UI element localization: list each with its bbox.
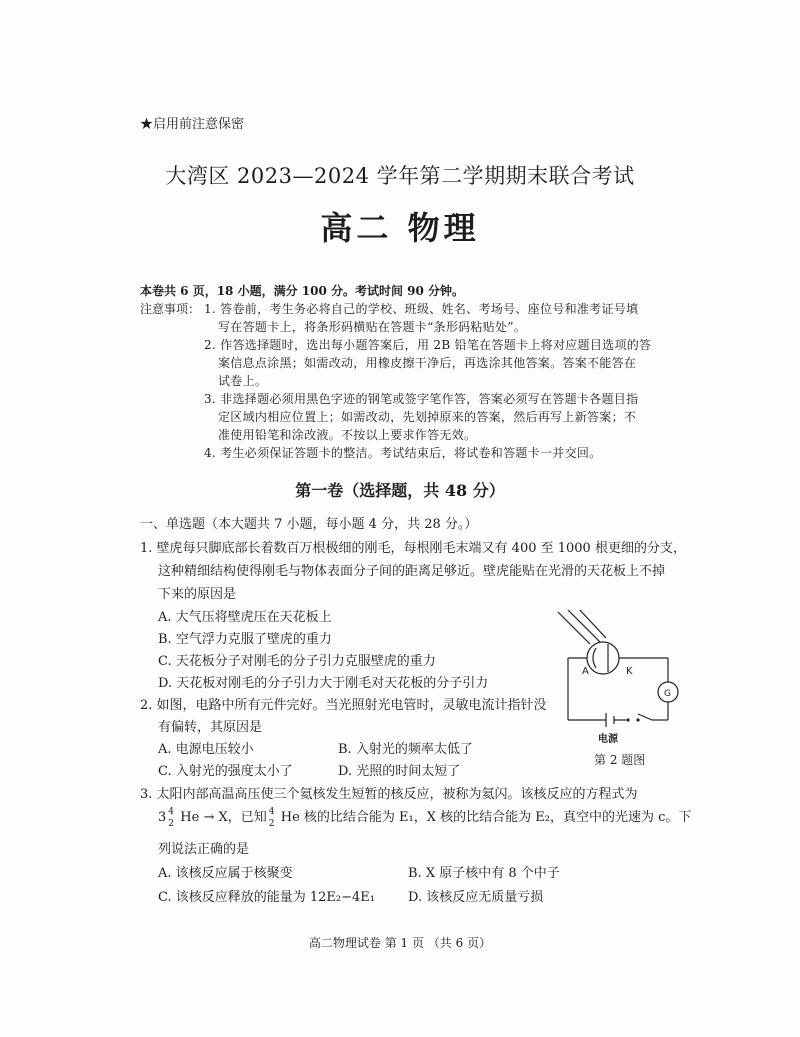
q3-option-b: B. X 原子核中有 8 个中子: [408, 866, 560, 881]
q2-option-c: C. 入射光的强度太小了: [158, 764, 293, 779]
q1-line-1: 1. 壁虎每只脚底部长着数百万根极细的刚毛，每根刚毛末端又有 400 至 1000 根更细的分支，: [140, 541, 686, 556]
helium-nuclide: 4 2: [168, 806, 175, 829]
q3-option-d: D. 该核反应无质量亏损: [408, 890, 544, 905]
cathode-arc: [593, 648, 596, 668]
confidential-note: ★启用前注意保密: [140, 117, 245, 132]
figure-caption: 第 2 题图: [594, 753, 646, 767]
label-a: A: [582, 666, 589, 677]
exam-title: 大湾区 2023—2024 学年第二学期期末联合考试: [165, 164, 635, 188]
part-heading: 一、单选题（本大题共 7 小题，每小题 4 分，共 28 分。）: [140, 517, 478, 532]
q3-coefficient: 3: [158, 810, 167, 825]
note-3-line-1: 3. 非选择题必须用黑色字迹的钢笔或签字笔作答，答案必须写在答题卡各题目指: [204, 392, 639, 406]
q2-option-d: D. 光照的时间太短了: [338, 764, 461, 779]
q2-line-2: 有偏转，其原因是: [158, 720, 263, 735]
q2-option-b: B. 入射光的频率太低了: [338, 742, 473, 757]
q1-option-c: C. 天花板分子对刚毛的分子引力克服壁虎的重力: [158, 654, 436, 669]
label-k: K: [626, 666, 633, 677]
q3-line-1: 3. 太阳内部高温高压使三个氦核发生短暂的核反应，被称为氦闪。该核反应的方程式为: [140, 787, 638, 802]
q2-line-1: 2. 如图，电路中所有元件完好。当光照射光电管时，灵敏电流计指针没: [140, 698, 547, 713]
q1-line-3: 下来的原因是: [158, 587, 237, 602]
label-power-source: 电源: [598, 734, 618, 745]
note-4-line-1: 4. 考生必须保证答题卡的整洁。考试结束后，将试卷和答题卡一并交回。: [204, 446, 602, 460]
note-1-line-1: 1. 答卷前，考生务必将自己的学校、班级、姓名、考场号、座位号和准考证号填: [204, 302, 639, 316]
note-2-line-2: 案信息点涂黑；如需改动，用橡皮擦干净后，再选涂其他答案。答案不能答在: [218, 356, 637, 370]
q2-option-a: A. 电源电压较小: [158, 742, 254, 757]
q3-option-c: C. 该核反应释放的能量为 12E₂−4E₁: [158, 890, 375, 905]
q1-option-b: B. 空气浮力克服了壁虎的重力: [158, 632, 332, 647]
q3-option-a: A. 该核反应属于核聚变: [158, 866, 293, 881]
exam-intro: 本卷共 6 页，18 小题，满分 100 分。考试时间 90 分钟。: [140, 284, 465, 298]
note-1-line-2: 写在答题卡上，将条形码横贴在答题卡“条形码粘贴处”。: [218, 320, 527, 334]
phototube: [587, 642, 619, 674]
helium-nuclide-2: 4 2: [268, 806, 275, 829]
note-3-line-2: 定区域内相应位置上；如需改动，先划掉原来的答案，然后再写上新答案；不: [218, 410, 637, 424]
q1-line-2: 这种精细结构使得刚毛与物体表面分子间的距离足够近。壁虎能贴在光滑的天花板上不掉: [158, 564, 666, 579]
section-title: 第一卷（选择题，共 48 分）: [295, 481, 505, 500]
photoelectric-circuit-figure: [548, 610, 688, 760]
note-3-line-3: 准使用铅笔和涂改液。不按以上要求作答无效。: [218, 428, 477, 442]
page-footer: 高二物理试卷 第 1 页 （共 6 页）: [308, 936, 492, 950]
q3-line-3: 列说法正确的是: [158, 842, 250, 857]
notes-label: 注意事项：: [140, 302, 201, 316]
note-2-line-1: 2. 作答选择题时，选出每小题答案后，用 2B 铅笔在答题卡上将对应题目选项的答: [204, 338, 652, 352]
note-2-line-3: 试卷上。: [218, 374, 268, 388]
label-g: G: [664, 689, 671, 699]
q1-option-d: D. 天花板对刚毛的分子引力大于刚毛对天花板的分子引力: [158, 676, 489, 691]
q3-line-2: 3 4 2 He → X，已知 4 2 He 核的比结合能为 E₁，X 核的比结合能为 E₂，真空中的光速为 c。下: [158, 806, 692, 829]
subject-title: 高二 物理: [320, 209, 480, 247]
q1-option-a: A. 大气压将壁虎压在天花板上: [158, 610, 332, 625]
